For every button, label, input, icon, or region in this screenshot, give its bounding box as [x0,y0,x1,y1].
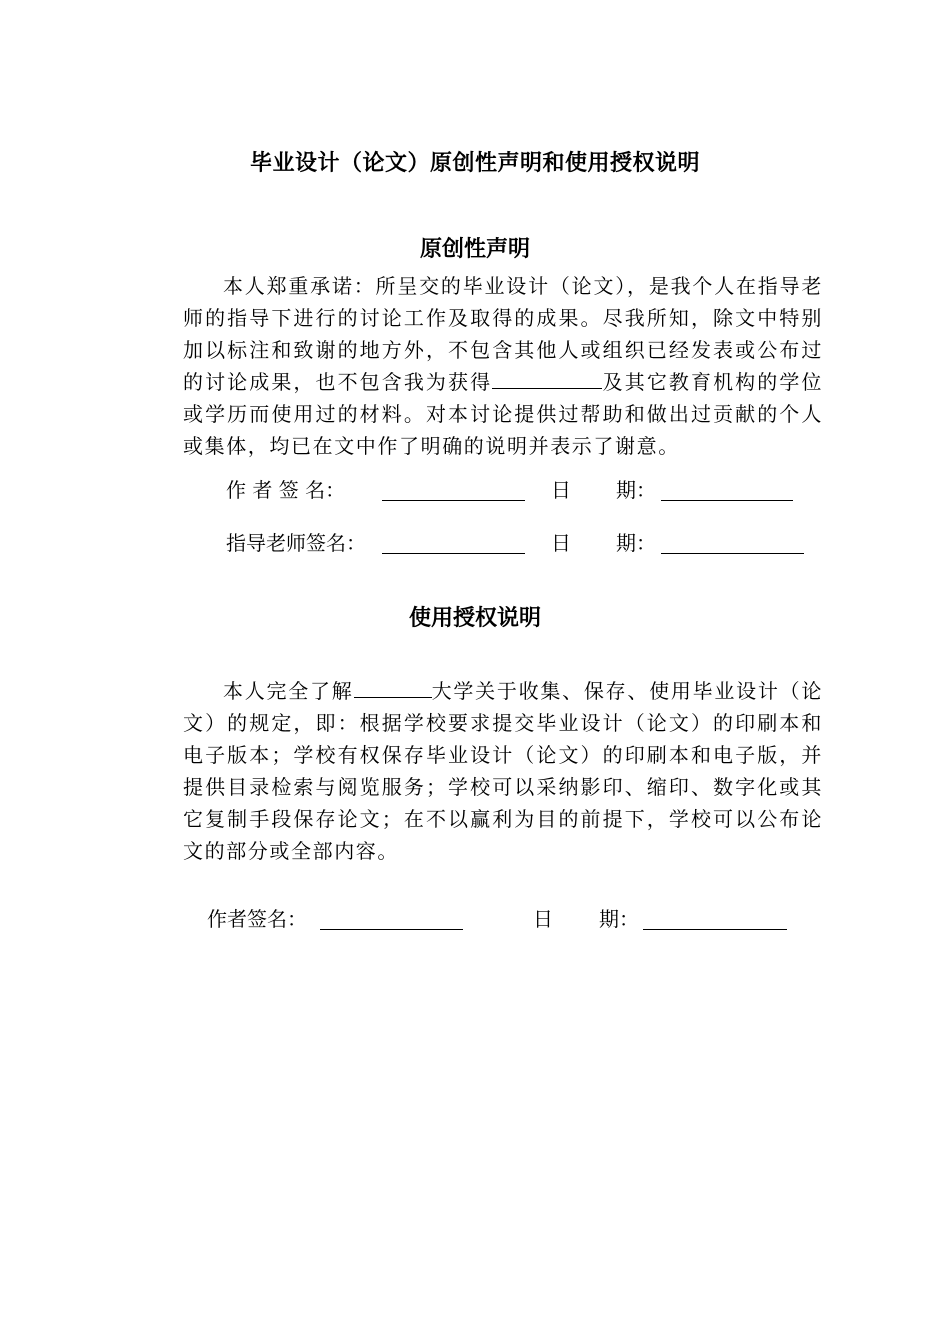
author-date-field[interactable] [661,500,793,501]
originality-text-part1: 本人郑重承诺：所呈交的毕业设计（论文），是我个人在指导老师的指导下进行的讨论工作及取得的成果。尽我所知，除文中特别加以标注和致谢的地方外，不包含其他人或组织已经发表或公布过的讨论成果，也不包含我为获得 [183,274,823,394]
authorization-text-part1: 本人完全了解 [223,679,354,703]
authorization-date-label-period: 期： [599,907,639,931]
date-label-period: 期： [616,478,656,502]
advisor-date-field[interactable] [661,553,804,554]
author-signature-line [0,475,950,505]
authorization-signature-label: 作者签名： [207,907,307,931]
degree-blank [492,366,602,389]
advisor-signature-field[interactable] [382,553,525,554]
advisor-date-label-period: 期： [616,531,656,555]
authorization-signature-field[interactable] [320,929,463,930]
document-title: 毕业设计（论文）原创性声明和使用授权说明 [249,151,700,176]
authorization-heading: 使用授权说明 [408,606,541,631]
originality-heading: 原创性声明 [419,237,530,262]
university-blank [354,675,432,698]
authorization-text-part2: 大学关于收集、保存、使用毕业设计（论文）的规定，即：根据学校要求提交毕业设计（论文）的印刷本和电子版本；学校有权保存毕业设计（论文）的印刷本和电子版，并提供目录检索与阅览服务；学校可以采纳影印、缩印、数字化或其它复制手段保存论文；在不以赢利为目的前提下，学校可以公布论文的部分或全部内容。 [183,679,823,863]
authorization-date-label-day: 日 [533,907,553,931]
authorization-date-field[interactable] [643,929,787,930]
advisor-signature-label: 指导老师签名： [226,531,366,555]
author-signature-field[interactable] [382,500,525,501]
advisor-date-label-day: 日 [551,531,571,555]
author-signature-label: 作 者 签 名： [226,478,346,502]
originality-paragraph [183,270,823,462]
advisor-signature-line [0,528,950,558]
authorization-paragraph [183,675,823,867]
date-label-day: 日 [551,478,571,502]
authorization-signature-line [0,904,950,934]
originality-text-part2: 及其它教育机构的学位或学历而使用过的材料。对本讨论提供过帮助和做出过贡献的个人或集体，均已在文中作了明确的说明并表示了谢意。 [183,370,824,458]
